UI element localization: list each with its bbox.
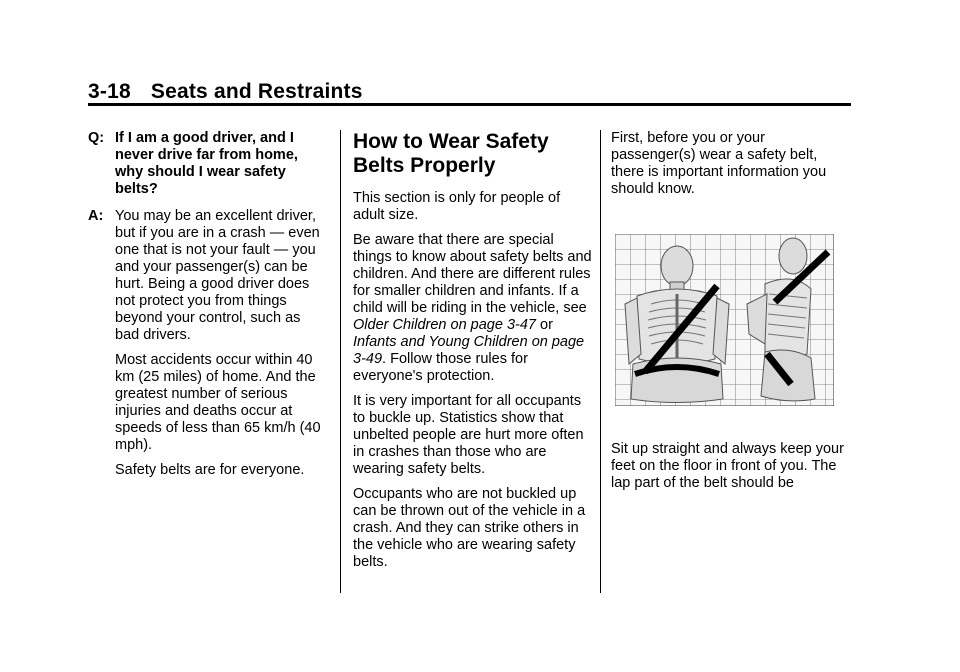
answer <box>88 208 328 344</box>
answer-label: A: <box>88 208 104 224</box>
header-rule <box>88 103 851 106</box>
paragraph-2-or: or <box>535 317 553 333</box>
paragraph-2-end: . Follow those rules for everyone's protection. <box>353 351 528 384</box>
paragraph-intro: First, before you or your passenger(s) wear a safety belt, there is important information you should know. <box>611 130 827 197</box>
column-divider-2 <box>600 130 601 593</box>
safety-belt-skeleton-illustration <box>615 234 834 406</box>
section-heading: How to Wear Safety Belts Properly <box>353 130 549 177</box>
paragraph-3: It is very important for all occupants to buckle up. Statistics show that unbelted people are hurt more often in crashes than those who are wearing safety belts. <box>353 393 584 477</box>
paragraph-2-text: Be aware that there are special things to know about safety belts and children. And there are different rules for smaller children and infants. If a child will be riding in the vehicle, see <box>353 232 592 316</box>
column-right <box>611 130 851 500</box>
paragraph-1: This section is only for people of adult size. <box>353 190 561 223</box>
column-middle <box>353 130 593 579</box>
paragraph-2 <box>353 232 593 385</box>
cross-reference-older-children[interactable]: Older Children on page 3-47 <box>353 317 536 333</box>
question-label: Q: <box>88 130 105 146</box>
page-number: 3-18 <box>88 80 131 103</box>
cross-reference-infants[interactable]: Infants and Young Children on page 3-49 <box>353 334 585 367</box>
page-header <box>88 80 363 104</box>
column-divider-1 <box>340 130 341 593</box>
column-left <box>88 130 328 487</box>
paragraph-4: Occupants who are not buckled up can be thrown out of the vehicle in a crash. And they can strike others in the vehicle who are wearing safety belts. <box>353 486 586 570</box>
paragraph-posture: Sit up straight and always keep your feet on the floor in front of you. The lap part of the belt should be <box>611 441 844 491</box>
question <box>88 130 328 198</box>
section-title: Seats and Restraints <box>150 80 363 103</box>
answer-paragraph-3: Safety belts are for everyone. <box>115 462 305 478</box>
answer-paragraph-2: Most accidents occur within 40 km (25 miles) of home. And the greatest number of serious injuries and deaths occur at speeds of less than 65 km/h (40 mph). <box>115 352 321 453</box>
question-text: If I am a good driver, and I never drive far from home, why should I wear safety belts? <box>115 130 298 197</box>
answer-text: You may be an excellent driver, but if you are in a crash — even one that is not your fault — you and your passenger(s) can be hurt. Being a good driver does not protect you from things beyond your control, such as bad drivers. <box>115 208 320 343</box>
